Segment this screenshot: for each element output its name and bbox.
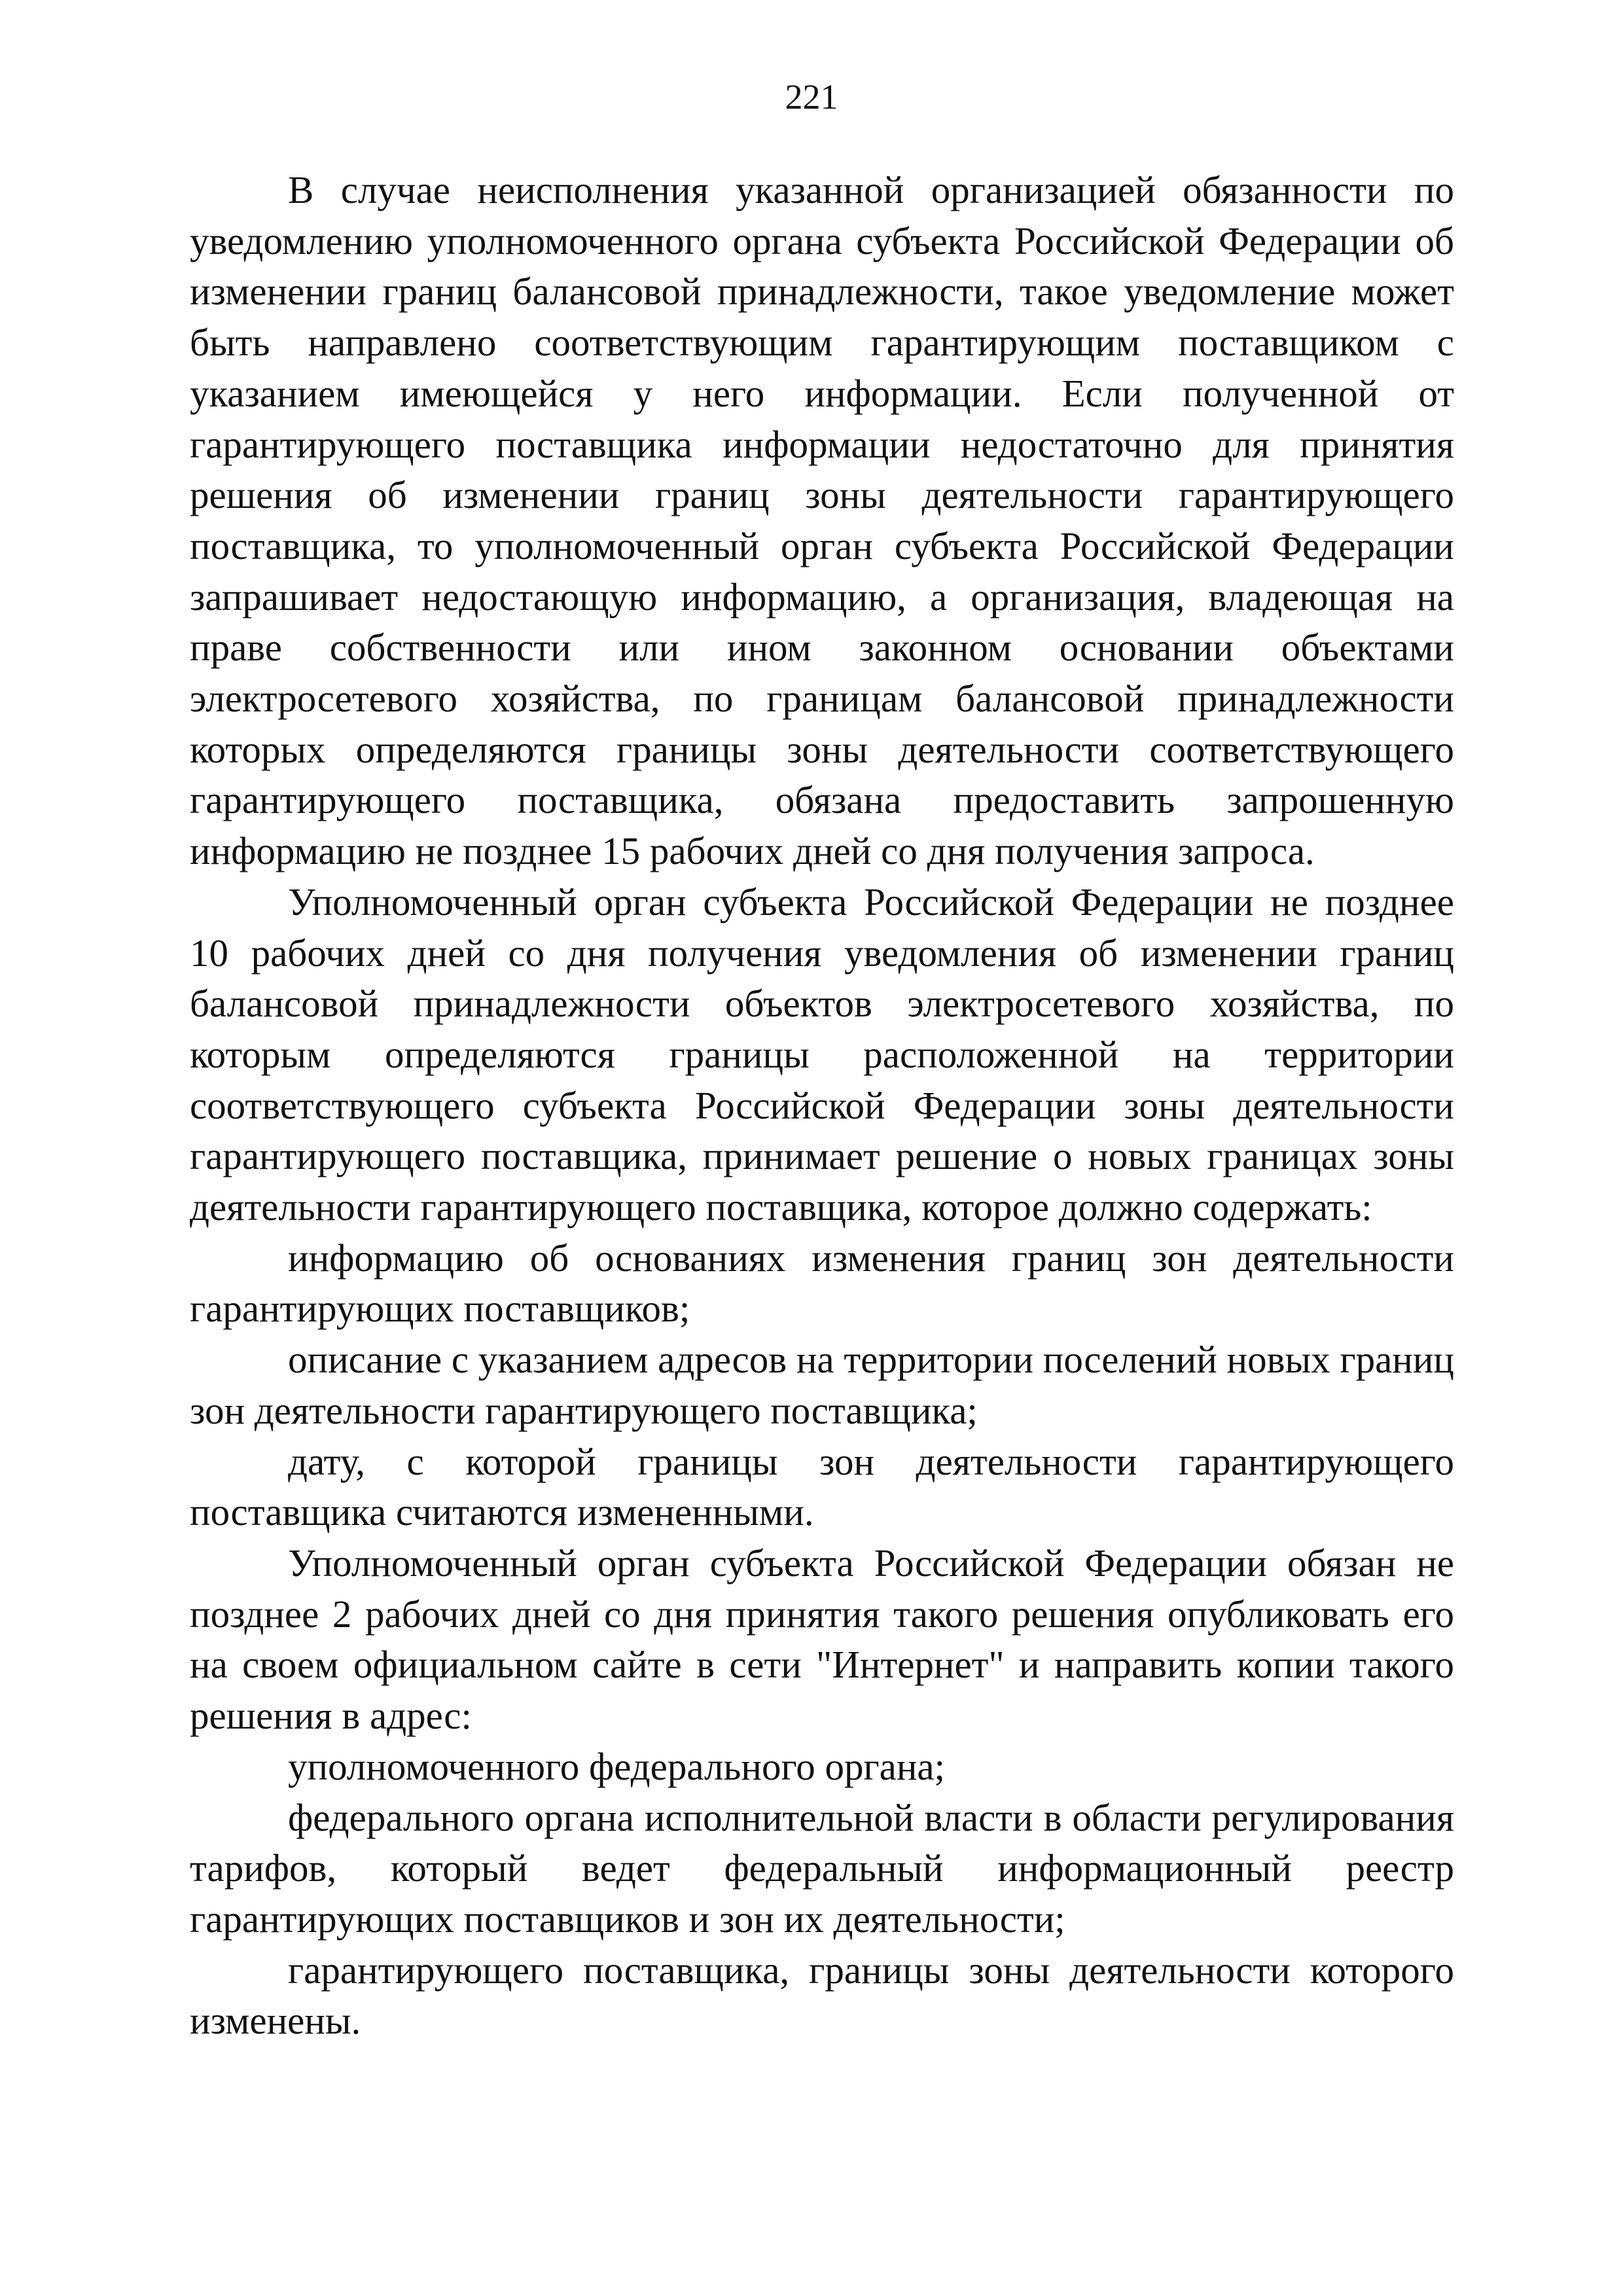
paragraph-recipient-tariff-authority: федерального органа исполнительной власти в области регулирования тарифов, который ведет федеральный информационный реестр гарантирующих поставщиков и зон их деятельности; — [190, 1795, 1454, 1941]
page-number: 221 — [785, 77, 838, 117]
paragraph-recipient-supplier: гарантирующего поставщика, границы зоны деятельности которого изменены. — [190, 1948, 1454, 2043]
document-body — [190, 165, 1454, 2047]
paragraph-item-date: дату, с которой границы зон деятельности гарантирующего поставщика считаются измененными. — [190, 1439, 1454, 1534]
paragraph-item-description: описание с указанием адресов на территории поселений новых границ зон деятельности гарантирующего поставщика; — [190, 1338, 1454, 1432]
paragraph-item-grounds: информацию об основаниях изменения границ зон деятельности гарантирующих поставщиков; — [190, 1236, 1454, 1331]
paragraph-recipient-federal-body: уполномоченного федерального органа; — [288, 1744, 945, 1788]
paragraph-publication-obligation: Уполномоченный орган субъекта Российской Федерации обязан не позднее 2 рабочих дней со дня принятия такого решения опубликовать его на своем официальном сайте в сети "Интернет" и направить копии такого решения в адрес: — [190, 1541, 1454, 1738]
paragraph-authority-decision: Уполномоченный орган субъекта Российской Федерации не позднее 10 рабочих дней со дня получения уведомления об изменении границ балансовой принадлежности объектов электросетевого хозяйства, по которым определяются границы расположенной на территории соответствующего субъекта Российской Федерации зоны деятельности гарантирующего поставщика, принимает решение о новых границах зоны деятельности гарантирующего поставщика, которое должно содержать: — [190, 880, 1454, 1229]
paragraph-notification-failure: В случае неисполнения указанной организацией обязанности по уведомлению уполномоченного органа субъекта Российской Федерации об изменении границ балансовой принадлежности, такое уведомление может быть направлено соответствующим гарантирующим поставщиком с указанием имеющейся у него информации. Если полученной от гарантирующего поставщика информации недостаточно для принятия решения об изменении границ зоны деятельности гарантирующего поставщика, то уполномоченный орган субъекта Российской Федерации запрашивает недостающую информацию, а организация, владеющая на праве собственности или ином законном основании объектами электросетевого хозяйства, по границам балансовой принадлежности которых определяются границы зоны деятельности соответствующего гарантирующего поставщика, обязана предоставить запрошенную информацию не позднее 15 рабочих дней со дня получения запроса. — [190, 168, 1454, 873]
